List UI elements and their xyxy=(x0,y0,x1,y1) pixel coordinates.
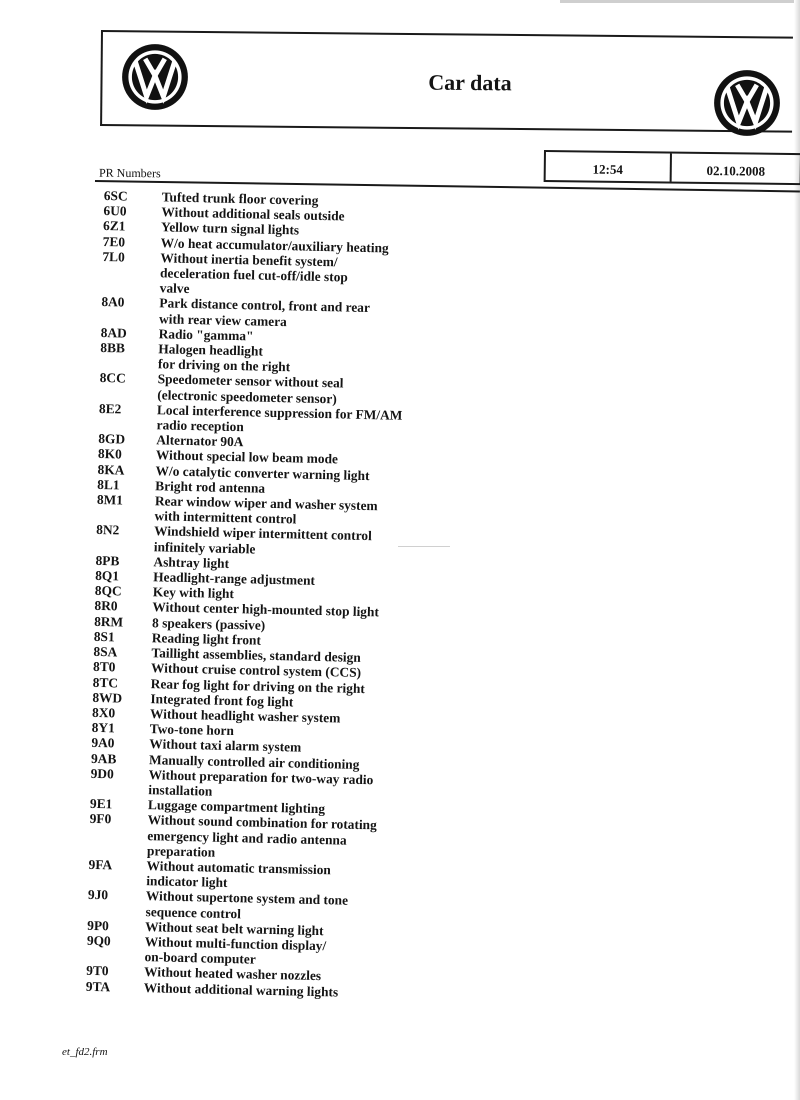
pr-code: 8K0 xyxy=(97,446,122,462)
pr-description: Without additional warning lights xyxy=(143,979,339,1000)
pr-code: 6Z1 xyxy=(102,218,126,234)
scan-smudge xyxy=(398,546,450,547)
pr-description: Without headlight washer system xyxy=(149,706,341,726)
pr-code: 9D0 xyxy=(90,765,114,782)
time-value: 12:54 xyxy=(546,152,672,182)
pr-code: 8TC xyxy=(92,674,119,690)
pr-code: 6U0 xyxy=(103,203,127,219)
pr-code: 8PB xyxy=(95,552,120,569)
date-value: 02.10.2008 xyxy=(706,162,766,179)
pr-code: 8KA xyxy=(97,461,125,478)
pr-description: 8 speakers (passive) xyxy=(151,614,266,633)
scan-artifact-top xyxy=(560,0,800,3)
pr-numbers-label: PR Numbers xyxy=(98,165,161,181)
pr-description: Rear window wiper and washer system with intermittent control xyxy=(154,493,378,527)
pr-code: 7L0 xyxy=(102,248,125,265)
pr-code: 9Q0 xyxy=(86,932,111,949)
time-date-box xyxy=(544,150,800,185)
pr-description: Radio "gamma" xyxy=(158,326,254,344)
pr-description: Bright rod antenna xyxy=(155,478,266,496)
pr-code: 9F0 xyxy=(89,811,112,827)
pr-code: 9P0 xyxy=(87,917,110,934)
pr-code: 8A0 xyxy=(101,294,125,310)
vw-logo-icon xyxy=(712,68,782,138)
pr-description: Taillight assemblies, standard design xyxy=(151,645,361,666)
pr-code: 8T0 xyxy=(92,659,116,675)
pr-code: 8N2 xyxy=(96,522,120,538)
pr-description: Ashtray light xyxy=(153,554,230,571)
pr-description: Key with light xyxy=(152,584,235,602)
pr-description: Halogen headlight for driving on the right xyxy=(157,341,291,375)
pr-code: 7E0 xyxy=(102,233,126,250)
pr-description: Without inertia benefit system/ deceleration fuel cut-off/idle stop valve xyxy=(159,250,349,297)
footer-filename: et_fd2.frm xyxy=(62,1046,108,1058)
pr-description: Luggage compartment lighting xyxy=(147,797,326,817)
pr-description: Park distance control, front and rear with rear view camera xyxy=(158,295,371,329)
pr-description: Reading light front xyxy=(151,630,262,648)
pr-description: Rear fog light for driving on the right xyxy=(150,675,366,696)
pr-code: 8WD xyxy=(92,689,123,706)
pr-code: 8Q1 xyxy=(95,567,120,584)
pr-description: Headlight-range adjustment xyxy=(153,569,316,588)
pr-description: Without special low beam mode xyxy=(155,447,339,467)
pr-description: Without cruise control system (CCS) xyxy=(150,660,362,681)
pr-numbers-list xyxy=(86,188,784,1009)
pr-description: Without supertone system and tone sequence control xyxy=(145,888,349,921)
pr-description: W/o heat accumulator/auxiliary heating xyxy=(160,234,389,256)
pr-description: Local interference suppression for FM/AM radio reception xyxy=(156,402,403,435)
pr-code: 9T0 xyxy=(86,963,109,979)
pr-code: 8M1 xyxy=(96,491,124,508)
pr-description: Without seat belt warning light xyxy=(145,918,324,938)
pr-code: 8BB xyxy=(100,339,126,356)
pr-code: 9A0 xyxy=(91,735,115,751)
page-title: Car data xyxy=(428,69,512,96)
pr-code: 9FA xyxy=(88,856,113,873)
pr-description: Without automatic transmission indicator light xyxy=(146,858,332,891)
pr-description: Windshield wiper intermittent control infinitely variable xyxy=(153,523,372,557)
pr-description: Without center high-mounted stop light xyxy=(152,599,380,620)
pr-code: 8SA xyxy=(93,643,118,660)
pr-description: Without multi-function display/ on-board computer xyxy=(144,934,327,967)
pr-description: Without preparation for two-way radio installation xyxy=(148,766,374,799)
pr-code: 8S1 xyxy=(93,628,115,645)
pr-code: 6SC xyxy=(103,188,128,204)
pr-code: 9E1 xyxy=(89,795,113,812)
pr-code: 8E2 xyxy=(98,400,122,417)
pr-description: Yellow turn signal lights xyxy=(160,219,300,238)
vw-logo-icon xyxy=(120,42,190,112)
pr-description: Tufted trunk floor covering xyxy=(161,189,319,208)
pr-code: 8X0 xyxy=(91,704,116,721)
pr-code: 8QC xyxy=(94,583,122,599)
pr-description: Without heated washer nozzles xyxy=(144,964,322,984)
pr-code: 8Y1 xyxy=(91,719,115,736)
pr-description: W/o catalytic converter warning light xyxy=(155,462,370,483)
pr-code: 9AB xyxy=(90,750,117,766)
pr-description: Alternator 90A xyxy=(156,432,244,450)
pr-description: Two-tone horn xyxy=(149,721,235,739)
pr-code: 9J0 xyxy=(87,887,109,903)
pr-code: 8AD xyxy=(100,324,127,341)
pr-description: Integrated front fog light xyxy=(150,690,294,710)
pr-code: 8R0 xyxy=(94,598,118,614)
pr-description: Speedometer sensor without seal (electronic speedometer sensor) xyxy=(157,371,344,406)
pr-code: 8GD xyxy=(98,431,126,447)
pr-description: Without additional seals outside xyxy=(161,204,345,224)
pr-description: Without taxi alarm system xyxy=(149,736,302,755)
pr-code: 9TA xyxy=(85,978,111,994)
pr-code: 8RM xyxy=(94,613,124,630)
pr-code: 8L1 xyxy=(97,476,120,493)
pr-description: Without sound combination for rotating emergency light and radio antenna preparation xyxy=(146,812,377,860)
pr-code: 8CC xyxy=(99,370,126,386)
pr-description: Manually controlled air conditioning xyxy=(148,751,360,772)
